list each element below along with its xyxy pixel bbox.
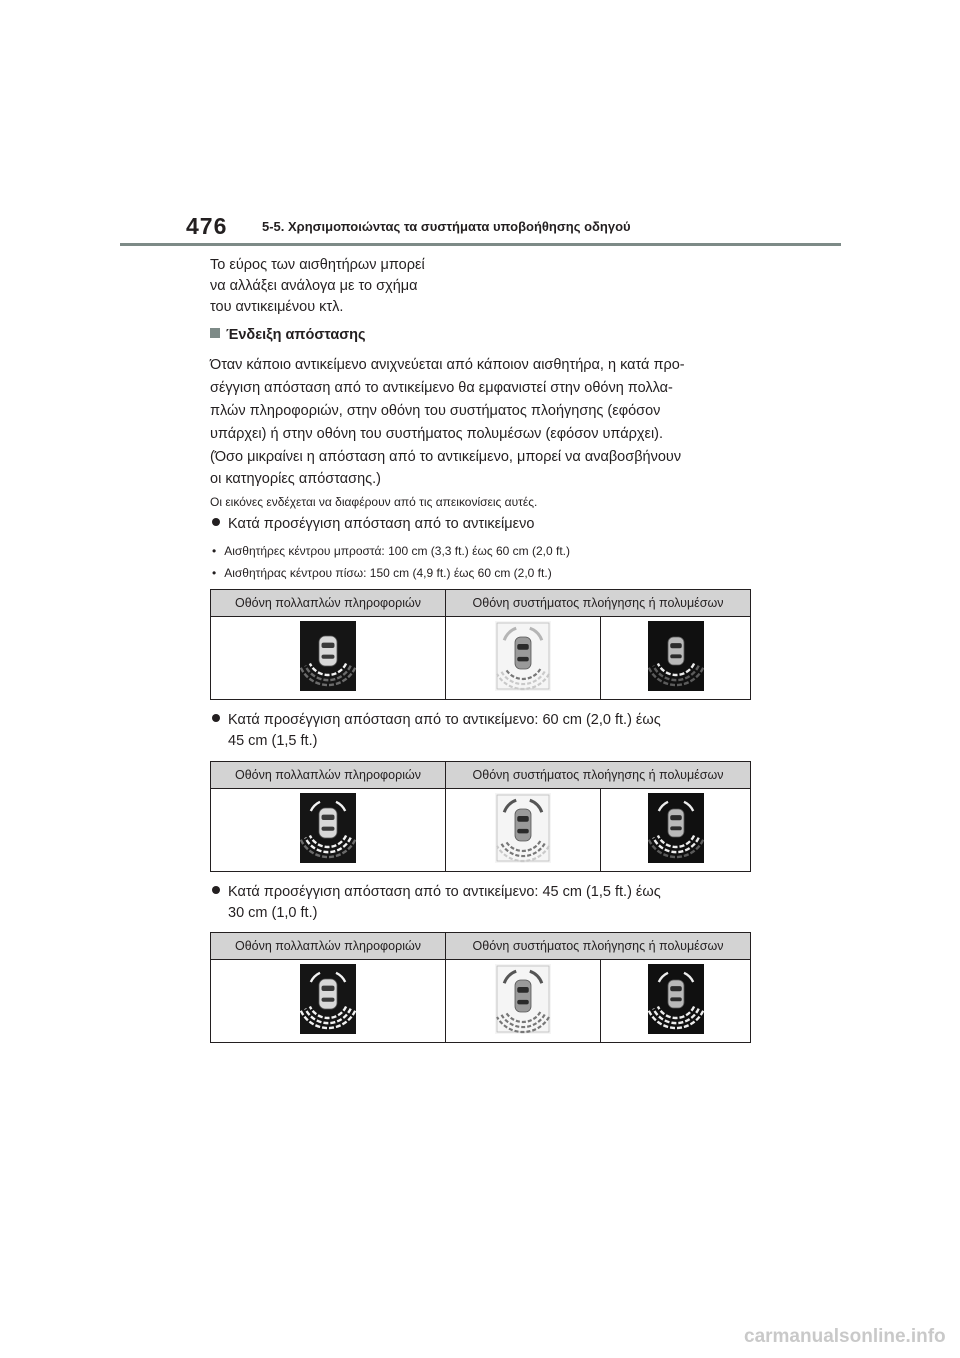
- display-table-3: [210, 932, 751, 1043]
- multi-info-display-image: [300, 793, 356, 868]
- section-title-1: Κατά προσέγγιση απόσταση από το αντικείμενο: [212, 514, 534, 535]
- multimedia-display-image: [648, 964, 704, 1039]
- page-number: 476: [186, 213, 228, 239]
- intro-line: του αντικειμένου κτλ.: [210, 299, 344, 315]
- sub-item: • Αισθητήρας κέντρου πίσω: 150 cm (4,9 ft.) έως 60 cm (2,0 ft.): [212, 566, 552, 580]
- dot-icon: •: [212, 544, 217, 558]
- dot-icon: •: [212, 566, 217, 580]
- bullet-icon: [212, 714, 220, 722]
- multi-info-display-image: [300, 964, 356, 1039]
- header-multi-info: Οθόνη πολλαπλών πληροφοριών: [211, 590, 446, 617]
- multimedia-cell: [601, 617, 751, 700]
- display-table-2: [210, 761, 751, 872]
- multimedia-cell: [601, 789, 751, 872]
- multimedia-cell: [601, 960, 751, 1043]
- section-title-2: Κατά προσέγγιση απόσταση από το αντικείμενο: 60 cm (2,0 ft.) έως: [212, 710, 661, 731]
- nav-cell: [446, 960, 601, 1043]
- header-nav-multimedia: Οθόνη συστήματος πλοήγησης ή πολυμέσων: [446, 762, 751, 789]
- navigation-display-image: [495, 621, 551, 696]
- bullet-icon: [212, 518, 220, 526]
- navigation-display-image: [495, 793, 551, 868]
- multi-info-cell: [211, 960, 446, 1043]
- sub-item: • Αισθητήρες κέντρου μπροστά: 100 cm (3,3 ft.) έως 60 cm (2,0 ft.): [212, 544, 570, 558]
- body-line: (Όσο μικραίνει η απόσταση από το αντικείμενο, μπορεί να αναβοσβήνουν: [210, 449, 682, 465]
- body-line: πλών πληροφοριών, στην οθόνη του συστήματος πλοήγησης (εφόσον: [210, 403, 661, 419]
- header-multi-info: Οθόνη πολλαπλών πληροφοριών: [211, 933, 446, 960]
- nav-cell: [446, 789, 601, 872]
- nav-cell: [446, 617, 601, 700]
- distance-heading: [210, 327, 366, 343]
- multi-info-display-image: [300, 621, 356, 696]
- navigation-display-image: [495, 964, 551, 1039]
- body-line: Όταν κάποιο αντικείμενο ανιχνεύεται από κάποιον αισθητήρα, η κατά προ-: [210, 357, 685, 373]
- multimedia-display-image: [648, 793, 704, 868]
- bullet-icon: [212, 886, 220, 894]
- multimedia-display-image: [648, 621, 704, 696]
- intro-line: να αλλάξει ανάλογα με το σχήμα: [210, 278, 418, 294]
- square-bullet-icon: [210, 328, 220, 338]
- body-line: υπάρχει) ή στην οθόνη του συστήματος πολυμέσων (εφόσον υπάρχει).: [210, 426, 664, 442]
- multi-info-cell: [211, 617, 446, 700]
- distance-heading-text: Ένδειξη απόστασης: [226, 327, 366, 343]
- body-line: σέγγιση απόσταση από το αντικείμενο θα εμφανιστεί στην οθόνη πολλα-: [210, 380, 673, 396]
- section-title: 5-5. Χρησιμοποιώντας τα συστήματα υποβοήθησης οδηγού: [262, 219, 631, 234]
- header-divider: [120, 243, 841, 246]
- section-title-3: Κατά προσέγγιση απόσταση από το αντικείμενο: 45 cm (1,5 ft.) έως: [212, 882, 661, 903]
- intro-line: Το εύρος των αισθητήρων μπορεί: [210, 257, 425, 273]
- section-title-3-cont: 30 cm (1,0 ft.): [228, 905, 318, 921]
- display-table-1: [210, 589, 751, 700]
- header-nav-multimedia: Οθόνη συστήματος πλοήγησης ή πολυμέσων: [446, 590, 751, 617]
- header-multi-info: Οθόνη πολλαπλών πληροφοριών: [211, 762, 446, 789]
- note: Οι εικόνες ενδέχεται να διαφέρουν από τις απεικονίσεις αυτές.: [210, 495, 538, 509]
- watermark: carmanualsonline.info: [744, 1326, 946, 1347]
- body-line: οι κατηγορίες απόστασης.): [210, 471, 381, 487]
- section-title-2-cont: 45 cm (1,5 ft.): [228, 733, 318, 749]
- multi-info-cell: [211, 789, 446, 872]
- header-nav-multimedia: Οθόνη συστήματος πλοήγησης ή πολυμέσων: [446, 933, 751, 960]
